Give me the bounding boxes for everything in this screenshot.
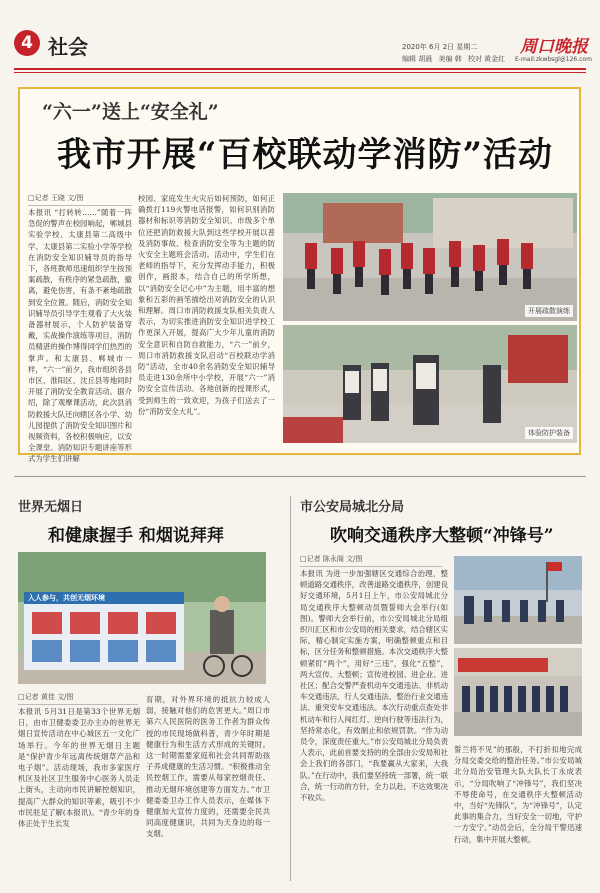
- paper-email: E-mail:zkwbsgl@126.com: [515, 56, 592, 63]
- feature-column-2: 校园、家庭发生火灾后如何预防，如何正确拨打119火警电话报警，如何识别消防器材和标识等消防安全知识。市级多个单位还把消防救援大队到这些学校开展以普及消防事故、检查消防安全等为主题的防火安全主题班会活动。活动中，学生们在老师的指导下，充分发挥动手能力，积极创作，画报本，结合自己的所学所想，以“消防安全记心中”为主题，用丰富的想象和五彩的画笔描绘出对消防安全的认识和理解。周口市消防救援支队相关负责人表示，为切实推进消防安全知识进学校工作更深入开展，提高广大少年儿童的消防安全意识和自防自救能力，“六一”前夕，周口市消防救援支队启动“百校联动学消防”活动，全市40余名消防安全知识辅导员走进130余所中小学校，开展“六一”消防安全宣传活动。各地创新的授课形式，受到师生的一致欢迎，为孩子们送去了一份“消防安全大礼”。: [138, 194, 275, 416]
- masthead: [0, 0, 600, 78]
- story-left-headline: 和健康握手 和烟说拜拜: [48, 526, 224, 546]
- story-right-headline: 吹响交通秩序大整顿“冲锋号”: [330, 526, 554, 546]
- feature-headline: 我市开展“百校联动学消防”活动: [56, 135, 554, 175]
- page-number-badge: 4: [14, 30, 40, 56]
- story-left-column-1: 本报讯 5月31日是第33个世界无烟日，由市卫健委委卫办主办的世界无烟日宣传活动在中心城区五一文化广场举行。今年的世界无烟日主题是“保护青少年远离传统烟草产品和电子烟”。活动现场，我市多家医疗机区及社区卫生服务中心医务人员走上街头，主动向市民讲解控烟知识，提高广大群众的知识等素，吸引不少市民驻足了解(本报讯)。“青少年的身体正处于生长发: [18, 707, 140, 829]
- section-divider: [14, 476, 586, 477]
- masthead-rule: [14, 68, 586, 70]
- photo-evacuation-caption: 开展疏散演练: [525, 305, 573, 317]
- feature-kicker: “六一”送上“安全礼”: [42, 101, 219, 123]
- section-name: 社会: [48, 35, 88, 59]
- story-right-byline: □记者 陈永阁 文/图: [300, 554, 442, 567]
- editor-3: 校对 黄金红: [467, 55, 506, 63]
- photo-evacuation-drill-image: [283, 193, 577, 321]
- photo-no-smoking-image: [18, 552, 266, 684]
- date-line: 2020年 6月 2日 星期二: [402, 43, 478, 51]
- editor-2: 美编 韩: [438, 55, 462, 63]
- photo-protective-gear-image: [283, 325, 577, 443]
- editors-line: [402, 54, 509, 64]
- paper-logo: 周口晚报: [520, 37, 588, 57]
- story-left-byline: □记者 黄佳 文/图: [18, 692, 138, 705]
- photo-traffic-rally-1: [454, 556, 582, 644]
- column-divider: [290, 496, 291, 881]
- story-no-smoking-day: [18, 496, 281, 886]
- story-traffic-campaign: [300, 496, 582, 886]
- story-left-kicker: 世界无烟日: [18, 500, 84, 515]
- editor-1: 编辑 胡晨: [402, 55, 433, 63]
- feature-article: [18, 87, 581, 464]
- story-right-column-1: 本报讯 为进一步加强辖区交通综合治理，整顿道路交通秩序，改善道路交通秩序，创建良好交通环境，5月1日上午，市公安局城北分局交通秩序大整顿动员暨誓师大会举行(如图)。警师大会举行前，市公安局城北分局组织川汇区和市公安局的相关要求，结合辖区实际，精心制定实施方案，明确整顿重点和目标，区分任务和整顿措施。本次交通秩序大整顿紧盯“两个”，用好“三违”，强化“五整”，两大宣传、大整顿；宣传进校园、进企业、进社区；配合交警严查机动车交通违法、非机动车交通违法、行人交通违法、整治行业交通违法、重突安车交通违法。本次行动重点查处非机动车和行人闯红灯、逆向行驶等违法行为，坚持常态化，有效制止和依规罚款。“作为动员令，深度责任重大。”市公安局城北分局负责人表示，此前首要支持的的全部由公安局和社会上我们的各部门，“我要赢从大家来，大我队。”在行动中，我们要坚持统一部署，统一联合，统一行动的方针，全力以赴，不达效果决不收兵。: [300, 569, 448, 803]
- photo-no-smoking-event: [18, 552, 266, 684]
- photo-banner-text: 入人参与，共创无烟环境: [28, 594, 105, 602]
- photo-traffic-rally-1-image: [454, 556, 582, 644]
- photo-gear-caption: 体验防护装备: [525, 427, 573, 439]
- feature-byline: □记者 王晓 文/图: [28, 193, 132, 206]
- photo-evacuation-drill: [283, 193, 577, 321]
- story-right-kicker: 市公安局城北分局: [300, 500, 405, 515]
- story-left-column-2: 育期，对外界环境的抵抗力较成人弱，接触对他们的危害更大。”周口市第六人民医院的医务工作者为群众传授的市民现场做科普，青少年时期是健康行为和生活方式形成的关键时。这一时期需要家庭和社会共同帮助孩子养成健康的生活习惯。“积极推动全民控烟工作，需要从每家控烟责任、推动无烟环境创建等方面发力。”市卫健委委卫办工作人员表示，在媒体下健康加大宣传力度的，还需要全民共同高度健康识，共同为天身边的每一支烟。: [146, 695, 270, 839]
- story-right-column-2: 誓兰将不见”的那般，不打折扣地完成分局交委交给的整治任务。”市公安局城北分局治安管理大队大队长丁永成表示，“分局吹响了“冲锋号”，我们坚决不辱使命号，在交通秩序大整顿活动中，当好“先锋队”，为“冲锋号”，认定此事的集合力，当好安全一切地，守护一方安宁。”动员会后，全分局干警迅速行动，集中开展大整顿。: [454, 745, 582, 844]
- photo-protective-gear: [283, 325, 577, 443]
- feature-column-1: 本报讯 “打转转……”随着一阵急促的警声在校园响起，郸城县实验学校、太康县第二高级中学、太康县第二实验小学等学校在消防安全知识辅导员的指导下，各班教师迅速组织学生按预案疏散，有秩序的紧急疏散，撤离，避免伤害，有条不紊地疏散到安全位置。随后，消防安全知识辅导员引导学生观看了大火装备器材展示，个人防护装备穿戴，实战操作演练等项目，消防员精湛的操作博得同学们热烈的掌声。和太康县、郸城市一样，“六一”前夕，我市组织各县市区、淮阳区、沈丘县等地同时开展了消防安全教育活动。据介绍，除了观摩课活动，此次县消防救援大队还向辖区各小学、幼儿园提供了消防安全知识图片和视频资料，各校积极响应，以安全课堂、消防知识专题讲座等形式为学生们讲解: [28, 208, 132, 464]
- photo-traffic-rally-2: [454, 648, 582, 736]
- masthead-rule-thin: [14, 72, 586, 73]
- photo-traffic-rally-2-image: [454, 648, 582, 736]
